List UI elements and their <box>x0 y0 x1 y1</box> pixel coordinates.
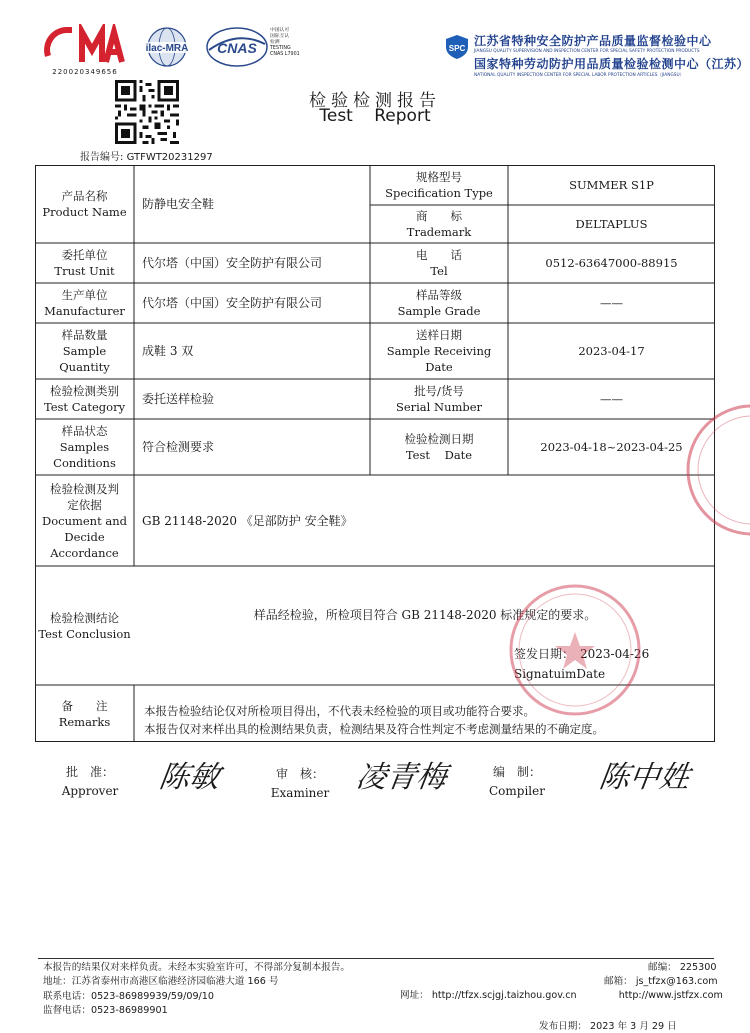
trust-unit-value: 代尔塔（中国）安全防护有限公司 <box>142 256 323 270</box>
test-date-label-cn: 检验检测日期 <box>404 432 474 446</box>
spec-label <box>370 165 508 205</box>
conditions-value: 符合检测要求 <box>142 440 215 454</box>
serial-label <box>370 379 508 419</box>
conclusion-label-cn: 检验检测结论 <box>50 610 119 625</box>
trademark-value: DELTAPLUS <box>575 217 648 231</box>
svg-text:SPC: SPC <box>448 44 466 53</box>
compiler-label <box>482 763 552 801</box>
trust-unit-label-cn: 委托单位 <box>61 248 108 262</box>
manufacturer-value: 代尔塔（中国）安全防护有限公司 <box>142 296 323 310</box>
trademark-label <box>370 205 508 243</box>
basis-value: GB 21148-2020 《足部防护 安全鞋》 <box>142 513 353 528</box>
serial-value: —— <box>600 392 623 406</box>
grade-label-cn: 样品等级 <box>416 288 462 302</box>
trademark-label-en: Trademark <box>406 225 472 239</box>
tel-label-cn: 电 话 <box>416 248 462 262</box>
receiving-date-value: 2023-04-17 <box>578 344 645 358</box>
product-name-label-cn: 产品名称 <box>61 189 108 203</box>
grade-label <box>370 283 508 323</box>
grade-label-en: Sample Grade <box>397 304 481 318</box>
compiler-label-cn: 编 制： <box>492 765 541 779</box>
footer-email[interactable]: 邮箱： js_tfzx@163.com <box>604 976 718 988</box>
cross-page-seal-stamp <box>680 395 750 545</box>
cnas-text-line: 中国认可 <box>270 28 290 33</box>
report-number-label: 报告编号: <box>80 152 124 163</box>
manufacturer-label-cn: 生产单位 <box>61 288 108 302</box>
report-title-cn: 检验检测报告 <box>309 91 441 111</box>
institute-name-en-1: JIANGSU QUALITY SUPERVISION AND INSPECTION CENTER FOR SPECIAL SAFETY PROTECTION PRODUCTS <box>474 49 700 54</box>
approver-signature: 陈敏 <box>157 760 222 795</box>
cnas-text-line: 检测 <box>270 40 280 45</box>
test-date-label-en: Test Date <box>405 448 473 462</box>
footer-website-link[interactable]: 网址： http://tfzx.scjgj.taizhou.gov.cn <box>400 990 577 1001</box>
footer-divider <box>38 958 714 959</box>
signature-date-label: SignatuimDate <box>514 667 606 681</box>
report-number <box>80 148 213 163</box>
tel-value: 0512-63647000-88915 <box>545 256 678 270</box>
quantity-label-en: Quantity <box>59 360 110 374</box>
compiler-signature: 陈中姓 <box>597 760 692 795</box>
conclusion-label-en: Test Conclusion <box>38 626 131 641</box>
grade-value: —— <box>600 296 623 310</box>
footer-info <box>43 961 350 1019</box>
remarks-label-cn: 备 注 <box>61 698 108 713</box>
manufacturer-label-en: Manufacturer <box>44 304 125 318</box>
conditions-label <box>35 419 134 475</box>
basis-label-cn: 定依据 <box>67 497 102 512</box>
basis-label-cn: 检验检测及判 <box>50 481 119 496</box>
category-label <box>35 379 134 419</box>
footer-disclaimer: 本报告的结果仅对来样负责。未经本实验室许可，不得部分复制本报告。 <box>43 962 350 973</box>
cma-number: 220020349656 <box>52 68 118 76</box>
conclusion-label <box>35 566 134 685</box>
svg-text:CNAS: CNAS <box>217 40 257 56</box>
svg-text:ilac-MRA: ilac-MRA <box>145 43 189 54</box>
manufacturer-label <box>35 283 134 323</box>
trademark-label-cn: 商 标 <box>416 209 462 223</box>
conclusion-value: 样品经检验，所检项目符合 GB 21148-2020 标准规定的要求。 <box>253 608 597 622</box>
test-date-value: 2023-04-18~2023-04-25 <box>540 440 683 454</box>
basis-label-en: Document and <box>41 513 127 528</box>
conditions-label-en: Samples <box>59 440 110 454</box>
remarks-line: 本报告仅对来样出具的检测结果负责，检测结果及符合性判定不考虑测量结果的不确定度。 <box>144 722 604 736</box>
issue-date-label: 签发日期： <box>514 647 575 661</box>
footer-address: 地址：江苏省泰州市高港区临港经济园临港大道 166 号 <box>43 976 279 988</box>
institute-name-cn-2: 国家特种劳动防护用品质量检验检测中心（江苏） <box>474 57 750 71</box>
trust-unit-label <box>35 243 134 283</box>
category-label-en: Test Category <box>43 400 126 414</box>
basis-label-en: Accordance <box>50 545 119 560</box>
tel-label <box>370 243 508 283</box>
basis-label <box>35 475 134 566</box>
product-name-value: 防静电安全鞋 <box>142 197 215 211</box>
institute-header <box>474 32 750 78</box>
compiler-label-en: Compiler <box>489 784 545 798</box>
serial-label-cn: 批号/货号 <box>414 384 464 398</box>
receiving-date-label-cn: 送样日期 <box>416 328 462 342</box>
footer-website2-link[interactable]: http://www.jstfzx.com <box>618 990 723 1001</box>
institute-name-en-2: NATIONAL QUALITY INSPECTION CENTER FOR SPECIAL LABOR PROTECTION ARTICLES（JIANGSU） <box>474 73 684 78</box>
issue-date-value: 2023-04-26 <box>580 647 650 661</box>
trust-unit-label-en: Trust Unit <box>54 264 115 278</box>
basis-label-en: Decide <box>64 529 105 544</box>
product-name-label-en: Product Name <box>42 205 127 219</box>
footer-contact <box>604 961 718 990</box>
quantity-label-cn: 样品数量 <box>61 328 108 342</box>
ilac-mra-logo <box>140 25 194 69</box>
quantity-label <box>35 323 134 379</box>
footer-postcode: 邮编： 225300 <box>648 962 717 973</box>
official-seal-stamp <box>505 580 645 720</box>
footer-supervision-phone: 监督电话：0523-86989901 <box>43 1005 168 1017</box>
approver-label-cn: 批 准： <box>65 765 114 779</box>
spc-logo <box>444 34 470 60</box>
cma-logo <box>42 24 126 74</box>
remarks-label-en: Remarks <box>58 714 111 729</box>
product-name-label <box>35 165 134 243</box>
spec-label-cn: 规格型号 <box>416 170 462 184</box>
serial-label-en: Serial Number <box>395 400 483 414</box>
remarks-line: 本报告检验结论仅对所检项目得出，不代表未经检验的项目或功能符合要求。 <box>144 704 535 718</box>
examiner-label-en: Examiner <box>270 786 330 800</box>
cnas-logo <box>205 26 269 68</box>
quantity-label-en: Sample <box>62 344 107 358</box>
report-number-value: GTFWT20231297 <box>126 152 213 163</box>
approver-label-en: Approver <box>61 784 119 798</box>
cnas-text-line: CNAS L7901 <box>270 52 300 57</box>
cnas-accreditation-text <box>270 28 300 58</box>
receiving-date-label-en: Date <box>425 360 453 374</box>
category-value: 委托送样检验 <box>142 392 215 406</box>
examiner-label <box>265 765 335 803</box>
tel-label-en: Tel <box>430 264 448 278</box>
cnas-text-line: TESTING <box>270 46 291 51</box>
examiner-signature: 凌青梅 <box>354 760 449 795</box>
test-date-label <box>370 419 508 475</box>
quantity-value: 成鞋 3 双 <box>142 344 194 358</box>
spec-label-en: Specification Type <box>385 186 493 200</box>
conditions-label-cn: 样品状态 <box>61 424 108 438</box>
report-title-en: Test Report <box>319 106 431 126</box>
footer-phone: 联系电话：0523-86989939/59/09/10 <box>43 990 214 1002</box>
institute-name-cn-1: 江苏省特种安全防护产品质量监督检验中心 <box>474 34 712 48</box>
remarks-label <box>35 685 134 742</box>
receiving-date-label-en: Sample Receiving <box>386 344 492 358</box>
conditions-label-en: Conditions <box>53 456 116 470</box>
category-label-cn: 检验检测类别 <box>50 384 119 398</box>
cnas-text-line: 国际互认 <box>270 34 290 39</box>
spec-value: SUMMER S1P <box>569 178 654 192</box>
examiner-label-cn: 审 核： <box>275 767 324 781</box>
receiving-date-label <box>370 323 508 379</box>
footer-issue-date: 发布日期： 2023 年 3 月 29 日 <box>539 1021 677 1032</box>
footer-web <box>400 989 723 1003</box>
approver-label <box>55 763 125 801</box>
